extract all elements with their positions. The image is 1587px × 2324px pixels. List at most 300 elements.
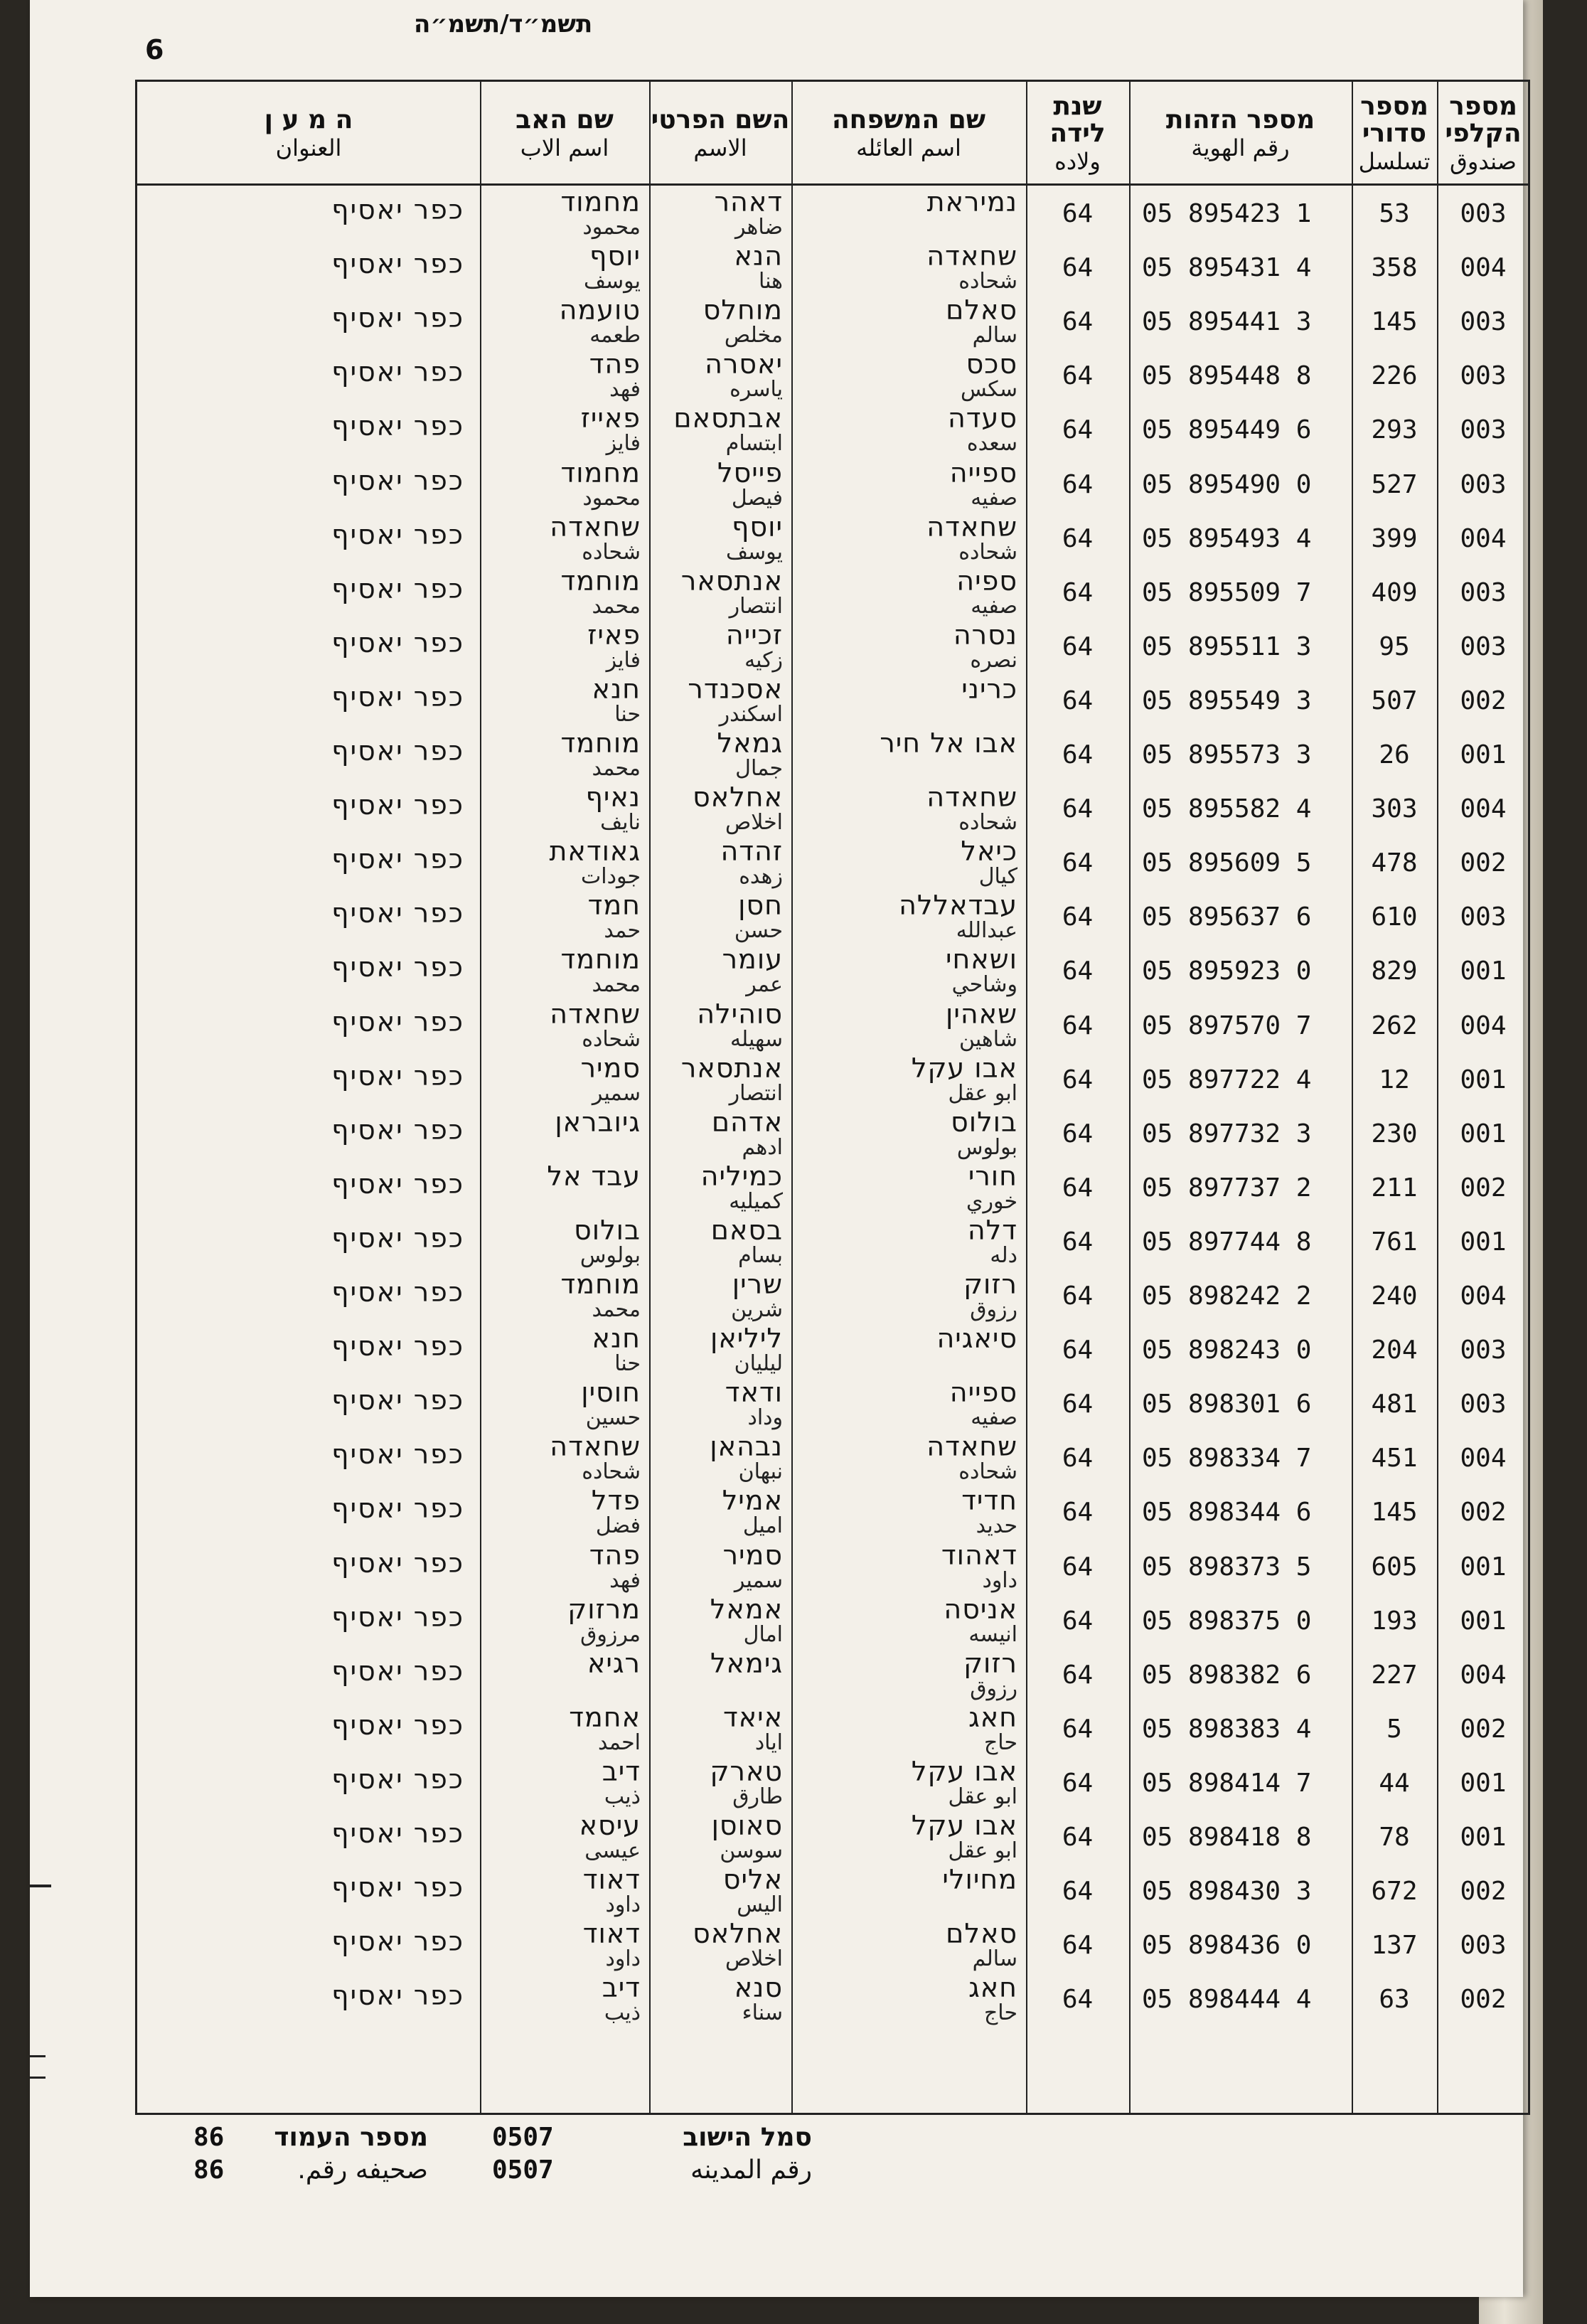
table-row [137,1107,1528,1161]
cell-family [791,1107,1026,1161]
family-name: שחאדה [926,1431,1017,1463]
table-row [137,782,1528,836]
first-name-arabic: انتصار [729,1080,783,1106]
cell-box: 001 [1460,1065,1507,1094]
cell-box: 003 [1460,469,1507,499]
first-name: ודאד [725,1377,783,1409]
document-page [30,0,1523,2297]
cell-address: כפר יאסיף [331,410,464,442]
cell-year: 64 [1062,1660,1094,1690]
first-name-arabic: ضاهر [735,215,783,240]
cell-family [791,512,1026,566]
cell-box: 002 [1460,1173,1507,1203]
cell-first [649,1323,791,1377]
cell-id: 05 895582 4 [1142,794,1312,824]
cell-first [649,566,791,620]
cell-father [480,458,649,512]
cell-father [480,1919,649,1973]
father-name: פהד [589,348,641,380]
cell-first [649,187,791,241]
first-name-arabic: اميل [742,1513,783,1539]
cell-year: 64 [1062,1877,1094,1907]
father-name: מרזוק [567,1593,641,1625]
cell-first [649,1432,791,1486]
footer-settlement-code-ar: 0507 [492,2155,554,2185]
family-name: כריני [961,673,1017,705]
cell-id: 05 895511 3 [1142,631,1312,661]
father-name: בולוס [574,1214,641,1246]
family-name: שחאדה [926,511,1017,543]
cell-box: 002 [1460,1877,1507,1907]
cell-year: 64 [1062,469,1094,499]
table-row [137,1432,1528,1486]
cell-first [649,782,791,836]
cell-box: 003 [1460,361,1507,391]
family-name-arabic: حاج [983,1729,1017,1755]
first-name: אסכנדר [688,673,783,705]
column-header-label-arabic: العنوان [275,134,342,162]
father-name-arabic: فايز [606,647,641,673]
cell-box: 004 [1460,253,1507,283]
family-name-arabic: نصره [970,647,1017,673]
cell-father [480,1648,649,1702]
cell-serial: 145 [1371,307,1418,337]
family-name: רזוק [963,1647,1017,1679]
cell-first [649,295,791,349]
cell-id: 05 895509 7 [1142,577,1312,607]
first-name: אמיל [722,1485,783,1517]
cell-id: 05 895449 6 [1142,415,1312,445]
column-header-label: שם האב [515,105,614,135]
table-row [137,566,1528,620]
first-name: הנא [734,240,783,272]
cell-family [791,1594,1026,1648]
family-name: ספייה [949,457,1017,489]
table-row [137,187,1528,241]
family-name-arabic: انيسه [968,1621,1017,1647]
cell-id: 05 898444 4 [1142,1985,1312,2015]
cell-family [791,1648,1026,1702]
first-name-arabic: سوسن [720,1838,783,1863]
first-name-arabic: زكيه [744,647,783,673]
father-name: אחמד [569,1701,641,1733]
first-name-arabic: هنا [758,269,783,294]
cell-address: כפר יאסיף [331,1547,464,1579]
first-name: זהדה [720,836,783,868]
father-name: מחמוד [560,186,641,218]
family-name-arabic: سالم [972,1946,1017,1972]
column-header-family [791,82,1026,186]
cell-address: כפר יאסיף [331,627,464,659]
first-name-arabic: انتصار [729,593,783,619]
cell-id: 05 895423 1 [1142,199,1312,228]
father-name: מוחמד [560,565,641,597]
cell-id: 05 897744 8 [1142,1227,1312,1257]
first-name-arabic: ابتسام [725,431,783,457]
cell-first [649,1540,791,1594]
cell-serial: 5 [1386,1714,1402,1744]
column-header-first [649,82,791,186]
cell-address: כפר יאסיף [331,464,464,496]
cell-first [649,1811,791,1865]
cell-serial: 610 [1371,902,1418,932]
cell-father [480,1323,649,1377]
first-name: מוחלס [702,294,783,326]
cell-first [649,1215,791,1269]
table-row [137,1540,1528,1594]
page-number: 6 [145,34,164,65]
cell-family [791,674,1026,728]
family-name: אבו עקל [911,1810,1017,1841]
father-name-arabic: فهد [609,1567,641,1593]
cell-family [791,1323,1026,1377]
table-row [137,1486,1528,1540]
first-name: סוהילה [697,998,783,1030]
cell-year: 64 [1062,1119,1094,1148]
father-name-arabic: محمد [592,756,641,781]
father-name: שחאדה [550,511,641,543]
cell-father [480,836,649,890]
first-name-arabic: حسن [734,918,783,944]
column-header-label: מספר סדורי [1360,92,1428,149]
first-name-arabic: اليس [737,1892,783,1918]
cell-family [791,944,1026,998]
first-name: טארק [710,1755,783,1787]
margin-tick [30,2055,46,2057]
cell-id: 05 895493 4 [1142,523,1312,553]
first-name-arabic: يوسف [725,539,783,565]
table-row [137,1865,1528,1919]
cell-address: כפר יאסיף [331,1276,464,1308]
father-name-arabic: احمد [598,1729,641,1755]
cell-box: 001 [1460,1552,1507,1582]
first-name: אחלאס [693,1918,783,1950]
table-row [137,620,1528,674]
cell-address: כפר יאסיף [331,735,464,767]
father-name-arabic: محمود [582,485,641,511]
father-name: עבד אל [547,1160,641,1192]
family-name: סכס [966,348,1017,380]
cell-id: 05 897737 2 [1142,1173,1312,1203]
cell-family [791,1269,1026,1323]
column-header-label: שנת לידה [1049,92,1106,149]
cell-first [649,1865,791,1919]
footer-row-hebrew [193,2123,833,2155]
cell-box: 003 [1460,1931,1507,1961]
family-name: דלה [967,1214,1017,1246]
family-name-arabic: سالم [972,323,1017,348]
cell-box: 004 [1460,794,1507,824]
family-name: ספייה [949,1377,1017,1409]
cell-box: 004 [1460,1660,1507,1690]
family-name: חורי [968,1160,1017,1192]
cell-father [480,1432,649,1486]
cell-box: 003 [1460,199,1507,228]
cell-family [791,999,1026,1053]
cell-year: 64 [1062,1281,1094,1311]
cell-family [791,295,1026,349]
table-row [137,1648,1528,1702]
footer-settlement-label-ar: رقم المدينه [690,2155,812,2185]
first-name-arabic: سمير [734,1567,783,1593]
cell-first [649,458,791,512]
cell-family [791,1377,1026,1432]
family-name: נמיראת [926,186,1017,218]
table-row [137,1757,1528,1811]
cell-family [791,566,1026,620]
cell-box: 004 [1460,1011,1507,1040]
cell-year: 64 [1062,1173,1094,1203]
cell-year: 64 [1062,1227,1094,1257]
column-header-label-arabic: اسم الاب [520,134,609,162]
cell-serial: 481 [1371,1390,1418,1419]
first-name-arabic: اياد [754,1729,783,1755]
first-name: אנתסאר [680,1052,783,1084]
father-name-arabic: يوسف [583,269,641,294]
family-name: שחאדה [926,240,1017,272]
cell-id: 05 895609 5 [1142,848,1312,878]
cell-first [649,1702,791,1757]
father-name: מוחמד [560,1269,641,1300]
cell-serial: 12 [1379,1065,1410,1094]
father-name-arabic: داود [605,1892,641,1918]
cell-box: 003 [1460,1390,1507,1419]
cell-year: 64 [1062,1714,1094,1744]
cell-serial: 303 [1371,794,1418,824]
father-name-arabic: محمد [592,1297,641,1322]
cell-year: 64 [1062,848,1094,878]
father-name: גאודאת [549,836,641,868]
cell-id: 05 895637 6 [1142,902,1312,932]
cell-father [480,1540,649,1594]
column-header-father [480,82,649,186]
table-row [137,1811,1528,1865]
table-row [137,1973,1528,2027]
cell-serial: 230 [1371,1119,1418,1148]
father-name-arabic: فايز [606,431,641,457]
family-name: נסרה [953,619,1017,651]
cell-father [480,620,649,674]
cell-father [480,1757,649,1811]
father-name-arabic: حنا [614,701,641,727]
cell-year: 64 [1062,307,1094,337]
column-header-label: מספר הזהות [1165,105,1315,135]
cell-family [791,1486,1026,1540]
cell-address: כפר יאסיף [331,1709,464,1741]
cell-first [649,674,791,728]
cell-father [480,1486,649,1540]
cell-address: כפר יאסיף [331,1385,464,1417]
family-name-arabic: صفيه [971,593,1017,619]
cell-family [791,1053,1026,1107]
father-name: סמיר [580,1052,641,1084]
cell-year: 64 [1062,902,1094,932]
cell-id: 05 895448 8 [1142,361,1312,391]
cell-first [649,620,791,674]
cell-address: כפר יאסיף [331,1114,464,1146]
cell-family [791,1757,1026,1811]
cell-address: כפר יאסיף [331,681,464,713]
first-name-arabic: وداد [747,1405,783,1431]
family-name-arabic: شحاده [958,1459,1017,1485]
cell-first [649,1053,791,1107]
cell-father [480,349,649,403]
cell-year: 64 [1062,523,1094,553]
family-name-arabic: صفيه [971,1405,1017,1431]
cell-box: 002 [1460,848,1507,878]
father-name-arabic: حمد [604,918,641,944]
cell-family [791,241,1026,295]
first-name-arabic: كميليه [729,1188,783,1214]
cell-father [480,1269,649,1323]
table-row [137,241,1528,295]
cell-first [649,890,791,944]
cell-id: 05 898430 3 [1142,1877,1312,1907]
cell-box: 003 [1460,631,1507,661]
family-name: אבו אל חיר [880,727,1017,759]
first-name-arabic: نبهان [738,1459,783,1485]
cell-first [649,241,791,295]
column-header-label: ה מ ע ן [264,105,353,135]
cell-year: 64 [1062,253,1094,283]
cell-serial: 478 [1371,848,1418,878]
cell-box: 002 [1460,686,1507,715]
father-name-arabic: ذيب [604,2000,641,2026]
table-row [137,836,1528,890]
cell-father [480,782,649,836]
cell-address: כפר יאסיף [331,1655,464,1687]
cell-address: כפר יאסיף [331,194,464,225]
table-row [137,728,1528,782]
first-name: אליס [722,1864,783,1896]
cell-box: 001 [1460,956,1507,986]
table-row [137,1594,1528,1648]
first-name: סמיר [722,1539,783,1571]
cell-serial: 399 [1371,523,1418,553]
father-name-arabic: ذيب [604,1784,641,1809]
voter-table [135,80,1530,2115]
cell-id: 05 898242 2 [1142,1281,1312,1311]
table-row [137,1053,1528,1107]
margin-tick [30,1885,51,1887]
father-name: חנא [592,1323,641,1355]
cell-serial: 240 [1371,1281,1418,1311]
cell-id: 05 898436 0 [1142,1931,1312,1961]
father-name: שחאדה [550,998,641,1030]
table-row [137,295,1528,349]
cell-father [480,1377,649,1432]
table-row [137,349,1528,403]
cell-family [791,1540,1026,1594]
cell-first [649,728,791,782]
cell-serial: 137 [1371,1931,1418,1961]
cell-first [649,349,791,403]
cell-first [649,1486,791,1540]
first-name: שרין [732,1269,783,1300]
cell-serial: 145 [1371,1498,1418,1528]
family-name: דאהוד [941,1539,1017,1571]
family-name-arabic: صفيه [971,485,1017,511]
father-name: חנא [592,673,641,705]
footer-row-arabic [193,2155,833,2188]
cell-family [791,1919,1026,1973]
column-header-serial [1352,82,1437,186]
first-name: גימאל [710,1647,783,1679]
cell-id: 05 895923 0 [1142,956,1312,986]
first-name-arabic: اخلاص [725,810,783,836]
cell-family [791,1215,1026,1269]
cell-father [480,674,649,728]
cell-id: 05 897722 4 [1142,1065,1312,1094]
cell-id: 05 895431 4 [1142,253,1312,283]
family-name: אניסה [944,1593,1017,1625]
footer-page-value: 86 [193,2123,225,2152]
cell-family [791,890,1026,944]
column-header-id [1129,82,1352,186]
first-name-arabic: فيصل [731,485,783,511]
father-name-arabic: عيسى [584,1838,641,1863]
cell-father [480,187,649,241]
first-name: זכייה [725,619,783,651]
father-name-arabic: مرزوق [580,1621,641,1647]
cell-year: 64 [1062,956,1094,986]
family-name: חאג [968,1701,1017,1733]
cell-father [480,403,649,457]
cell-id: 05 898344 6 [1142,1498,1312,1528]
cell-father [480,1702,649,1757]
cell-serial: 829 [1371,956,1418,986]
cell-id: 05 898334 7 [1142,1444,1312,1473]
father-name-arabic: شحاده [582,539,641,565]
family-name-arabic: رزوق [970,1675,1017,1701]
family-name-arabic: خوري [966,1188,1017,1214]
family-name: סאלם [946,294,1017,326]
cell-first [649,836,791,890]
father-name-arabic: داود [605,1946,641,1972]
cell-first [649,512,791,566]
cell-box: 003 [1460,415,1507,445]
table-row [137,1702,1528,1757]
column-header-label-arabic: تسلسل [1358,148,1431,175]
cell-serial: 761 [1371,1227,1418,1257]
father-name-arabic: طعمه [589,323,641,348]
cell-address: כפר יאסיף [331,572,464,604]
first-name-arabic: سهيله [730,1026,783,1052]
first-name: חסן [738,890,783,922]
first-name: נבהאן [710,1431,783,1463]
column-header-label-arabic: ولاده [1054,148,1101,175]
cell-family [791,1432,1026,1486]
cell-first [649,999,791,1053]
cell-year: 64 [1062,1552,1094,1582]
column-header-year [1026,82,1129,186]
cell-id: 05 895490 0 [1142,469,1312,499]
father-name: נאיף [585,782,641,814]
family-name: שחאדה [926,782,1017,814]
cell-serial: 44 [1379,1768,1410,1798]
cell-address: כפר יאסיף [331,952,464,984]
cell-address: כפר יאסיף [331,356,464,388]
family-name: בולוס [951,1106,1017,1138]
cell-serial: 226 [1371,361,1418,391]
footer-settlement-code: 0507 [492,2123,554,2152]
father-name-arabic: حسين [585,1405,641,1431]
family-name: עבדאללה [899,890,1017,922]
footer-settlement-label: סמל הישוב [683,2123,812,2152]
cell-serial: 451 [1371,1444,1418,1473]
first-name: אנתסאר [680,565,783,597]
cell-id: 05 898243 0 [1142,1336,1312,1365]
